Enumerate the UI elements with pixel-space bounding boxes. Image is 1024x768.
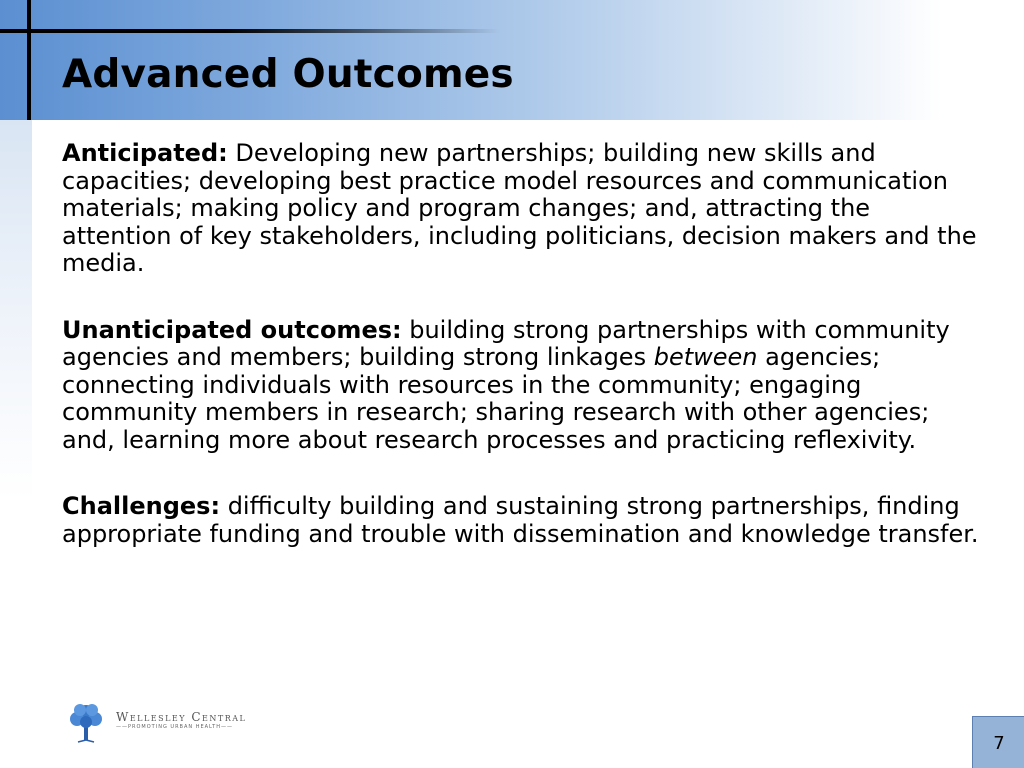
challenges-label: Challenges: [62,492,221,520]
wellesley-central-logo [64,700,254,744]
page-number: 7 [993,733,1005,754]
anticipated-paragraph [62,140,982,278]
logo-tagline: ——PROMOTING URBAN HEALTH—— [116,724,233,730]
unanticipated-text-after: agencies; connecting individuals with resources in the community; engaging community members in research; sharing research with other agencies; and, learning more about research processes and practicing reflexivity. [62,343,930,454]
side-gradient [0,120,32,500]
decorative-horizontal-line [0,29,500,33]
unanticipated-label: Unanticipated outcomes: [62,315,402,344]
logo-name: Wellesley Central [116,710,247,724]
unanticipated-paragraph [62,317,982,455]
decorative-vertical-line [27,0,31,120]
unanticipated-text-before: building strong partnerships with community agencies and members; building strong linkages [62,315,950,371]
page-number-box [972,716,1024,768]
slide-title: Advanced Outcomes [62,52,514,97]
anticipated-label: Anticipated: [62,139,228,167]
tree-icon [64,700,108,744]
challenges-paragraph [62,493,982,548]
challenges-text: difficulty building and sustaining strong partnerships, finding appropriate funding and trouble with dissemination and knowledge transfer. [62,492,979,548]
unanticipated-emphasis: between [653,343,758,371]
anticipated-text: Developing new partnerships; building new skills and capacities; developing best practice model resources and communication materials; making policy and program changes; and, attracting the attention of key stakeholders, including politicians, decision makers and the media. [62,139,977,277]
slide-body [62,140,982,587]
